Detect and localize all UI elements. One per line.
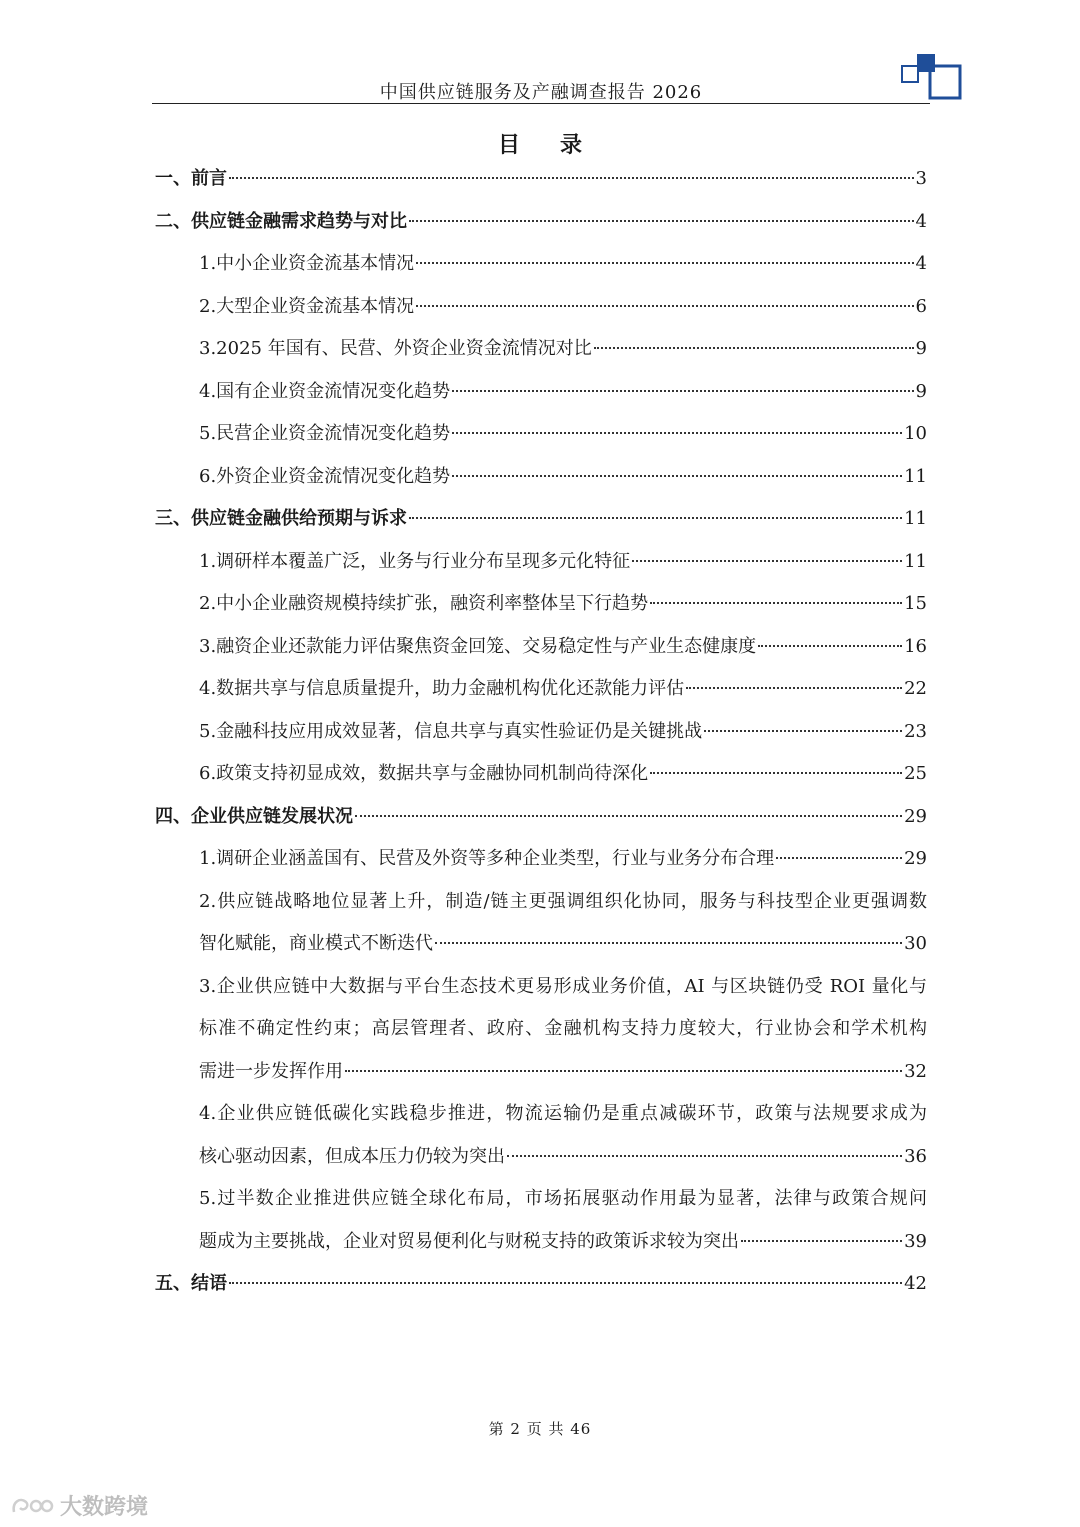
toc-page-number: 22 <box>904 678 927 699</box>
toc-entry-text: 1.中小企业资金流基本情况 <box>199 253 415 274</box>
report-logo-icon <box>900 52 964 102</box>
page-footer: 第 2 页 共 46 <box>488 1420 592 1438</box>
toc-entry-text: 核心驱动因素，但成本压力仍较为突出 <box>199 1145 505 1167</box>
toc-page-number: 32 <box>904 1060 927 1082</box>
toc-page-number: 4 <box>915 210 927 232</box>
toc-dot-leader <box>758 645 902 647</box>
toc-entry-text: 需进一步发挥作用 <box>199 1060 343 1082</box>
toc-entry-text: 四、企业供应链发展状况 <box>155 805 353 827</box>
toc-page-number: 9 <box>915 338 927 359</box>
toc-entry-text: 二、供应链金融需求趋势与对比 <box>155 210 407 232</box>
toc-page-number: 10 <box>904 423 927 444</box>
toc-page-number: 11 <box>904 465 927 487</box>
toc-entry[interactable] <box>155 881 927 966</box>
toc-dot-leader <box>741 1240 902 1242</box>
toc-entry-text: 6.外资企业资金流情况变化趋势 <box>199 465 451 487</box>
toc-entry[interactable] <box>155 711 927 754</box>
toc-page-number: 25 <box>904 763 927 784</box>
toc-dot-leader <box>452 432 902 434</box>
toc-dot-leader <box>416 305 913 307</box>
toc-entry-text: 5.金融科技应用成效显著，信息共享与真实性验证仍是关键挑战 <box>199 720 703 742</box>
toc-page-number: 29 <box>904 805 927 827</box>
toc-dot-leader <box>704 730 902 732</box>
toc-dot-leader <box>452 390 913 392</box>
toc-page-number: 42 <box>904 1273 927 1294</box>
page-header-title: 中国供应链服务及产融调查报告 2026 <box>379 82 703 103</box>
toc-entry[interactable] <box>155 413 927 456</box>
toc-entry-text: 1.调研样本覆盖广泛，业务与行业分布呈现多元化特征 <box>199 550 631 572</box>
toc-dot-leader <box>355 815 902 817</box>
toc-entry-text: 三、供应链金融供给预期与诉求 <box>155 508 407 529</box>
toc-dot-leader <box>650 602 902 604</box>
toc-entry-text: 5.过半数企业推进供应链全球化布局，市场拓展驱动作用最为显著，法律与政策合规问 <box>199 1188 927 1209</box>
toc-entry[interactable] <box>155 201 927 244</box>
toc-entry[interactable] <box>155 1093 927 1178</box>
toc-page-number: 39 <box>904 1230 927 1252</box>
toc-dot-leader <box>409 220 914 222</box>
toc-entry[interactable] <box>155 668 927 711</box>
toc-entry[interactable] <box>155 838 927 881</box>
toc-entry[interactable] <box>155 583 927 626</box>
toc-entry-text: 2.中小企业融资规模持续扩张，融资利率整体呈下行趋势 <box>199 593 649 614</box>
toc-dot-leader <box>229 1282 902 1284</box>
toc-entry-text: 3.企业供应链中大数据与平台生态技术更易形成业务价值，AI 与区块链仍受 ROI 量化与 <box>199 975 927 997</box>
toc-entry[interactable] <box>155 498 927 541</box>
toc-entry-text: 智化赋能，商业模式不断迭代 <box>199 933 433 954</box>
toc-page-number: 15 <box>904 593 927 614</box>
toc-entry[interactable] <box>155 286 927 329</box>
toc-dot-leader <box>416 262 913 264</box>
toc-entry-text: 5.民营企业资金流情况变化趋势 <box>199 423 451 444</box>
toc-page-number: 4 <box>915 253 927 274</box>
toc-dot-leader <box>594 347 914 349</box>
toc-entry[interactable] <box>155 371 927 414</box>
toc-page-number: 23 <box>904 720 927 742</box>
header-divider <box>152 103 930 104</box>
table-of-contents <box>155 158 927 1306</box>
toc-dot-leader <box>409 517 902 519</box>
toc-entry-text: 4.企业供应链低碳化实践稳步推进，物流运输仍是重点减碳环节，政策与法规要求成为 <box>199 1103 927 1124</box>
toc-entry-text: 一、前言 <box>155 168 227 189</box>
toc-entry[interactable] <box>155 456 927 499</box>
toc-page-number: 9 <box>915 380 927 402</box>
toc-dot-leader <box>686 687 902 689</box>
toc-dot-leader <box>452 475 902 477</box>
toc-entry-text: 1.调研企业涵盖国有、民营及外资等多种企业类型，行业与业务分布合理 <box>199 848 775 869</box>
toc-page-number: 29 <box>904 848 927 869</box>
toc-dot-leader <box>435 942 902 944</box>
toc-entry[interactable] <box>155 328 927 371</box>
toc-page-number: 30 <box>904 933 927 954</box>
toc-entry-text: 3.融资企业还款能力评估聚焦资金回笼、交易稳定性与产业生态健康度 <box>199 635 757 657</box>
toc-entry-text: 4.国有企业资金流情况变化趋势 <box>199 380 451 402</box>
toc-entry[interactable] <box>155 541 927 584</box>
toc-entry-text: 五、结语 <box>155 1273 227 1294</box>
toc-dot-leader <box>507 1155 902 1157</box>
toc-entry-text: 标准不确定性约束；高层管理者、政府、金融机构支持力度较大，行业协会和学术机构 <box>199 1018 927 1039</box>
toc-title: 目录 <box>497 132 622 158</box>
toc-entry[interactable] <box>155 1178 927 1263</box>
toc-entry[interactable] <box>155 966 927 1094</box>
toc-page-number: 11 <box>904 550 927 572</box>
toc-page-number: 16 <box>904 635 927 657</box>
toc-entry-text: 3.2025 年国有、民营、外资企业资金流情况对比 <box>199 338 592 359</box>
toc-entry[interactable] <box>155 243 927 286</box>
toc-dot-leader <box>650 772 902 774</box>
toc-entry[interactable] <box>155 1263 927 1306</box>
toc-dot-leader <box>345 1070 902 1072</box>
toc-dot-leader <box>776 857 902 859</box>
watermark <box>10 1490 148 1521</box>
toc-page-number: 11 <box>904 508 927 529</box>
toc-entry-text: 2.供应链战略地位显著上升，制造/链主更强调组织化协同，服务与科技型企业更强调数 <box>199 890 927 912</box>
toc-entry-text: 2.大型企业资金流基本情况 <box>199 295 415 317</box>
toc-page-number: 36 <box>904 1145 927 1167</box>
toc-entry[interactable] <box>155 796 927 839</box>
watermark-text: 大数跨境 <box>60 1495 149 1520</box>
toc-entry-text: 题成为主要挑战，企业对贸易便利化与财税支持的政策诉求较为突出 <box>199 1230 739 1252</box>
toc-entry-text: 4.数据共享与信息质量提升，助力金融机构优化还款能力评估 <box>199 678 685 699</box>
toc-dot-leader <box>229 177 914 179</box>
toc-page-number: 6 <box>915 295 927 317</box>
toc-entry[interactable] <box>155 753 927 796</box>
toc-entry-text: 6.政策支持初显成效，数据共享与金融协同机制尚待深化 <box>199 763 649 784</box>
toc-dot-leader <box>632 560 902 562</box>
toc-entry[interactable] <box>155 158 927 201</box>
toc-entry[interactable] <box>155 626 927 669</box>
watermark-logo-icon <box>10 1494 54 1518</box>
toc-page-number: 3 <box>915 168 927 189</box>
